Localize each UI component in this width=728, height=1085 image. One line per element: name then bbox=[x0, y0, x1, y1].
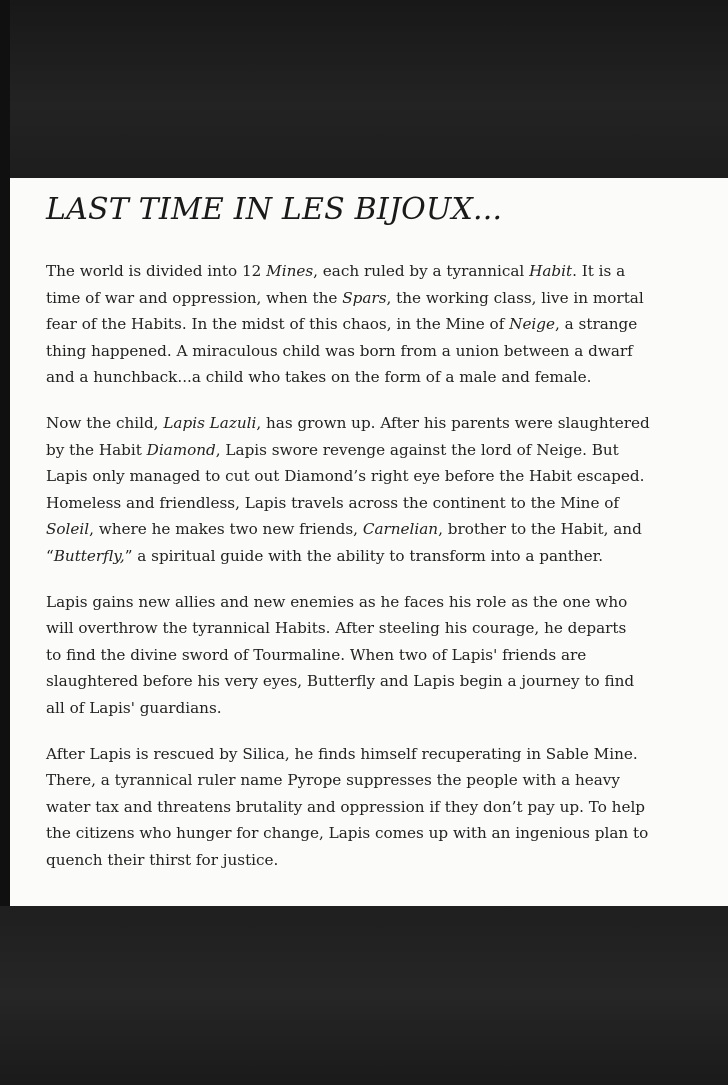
text-line bbox=[46, 741, 714, 768]
text-run: The world is divided into 12 bbox=[46, 262, 267, 280]
italic-term: Habit bbox=[529, 262, 573, 280]
text-line bbox=[46, 410, 714, 437]
paragraph-1 bbox=[46, 258, 714, 391]
text-line bbox=[46, 516, 714, 543]
text-line bbox=[46, 668, 714, 695]
text-run: “ bbox=[46, 546, 54, 565]
text-run: will overthrow the tyrannical Habits. After steeling his courage, he departs bbox=[46, 619, 627, 638]
italic-term: Soleil bbox=[46, 520, 90, 539]
summary-body bbox=[46, 258, 714, 873]
text-run: all of Lapis' guardians. bbox=[46, 698, 222, 717]
text-run: ” a spiritual guide with the ability to transform into a panther. bbox=[124, 546, 604, 565]
text-run: , where he makes two new friends, bbox=[89, 520, 363, 539]
text-run: After Lapis is rescued by Silica, he finds himself recuperating in Sable Mine. bbox=[46, 744, 638, 763]
paragraph-3 bbox=[46, 589, 714, 722]
bottom-dark-border bbox=[0, 906, 728, 1085]
text-line bbox=[46, 847, 714, 874]
text-run: , a strange bbox=[555, 315, 638, 334]
italic-term: Carnelian bbox=[362, 520, 439, 539]
text-line bbox=[46, 311, 714, 338]
text-run: and a hunchback...a child who takes on the form of a male and female. bbox=[46, 368, 592, 387]
summary-panel bbox=[10, 178, 728, 906]
text-run: water tax and threatens brutality and oppression if they don’t pay up. To help bbox=[46, 797, 646, 816]
text-run: There, a tyrannical ruler name Pyrope suppresses the people with a heavy bbox=[46, 771, 620, 790]
italic-term: Butterfly, bbox=[53, 546, 125, 565]
text-line bbox=[46, 642, 714, 669]
text-line bbox=[46, 285, 714, 312]
text-run: time of war and oppression, when the bbox=[46, 288, 343, 307]
italic-term: Lapis Lazuli bbox=[163, 413, 257, 432]
page-title: LAST TIME IN LES BIJOUX... bbox=[46, 192, 503, 227]
top-dark-border bbox=[0, 0, 728, 178]
text-run: slaughtered before his very eyes, Butterfly and Lapis begin a journey to find bbox=[46, 672, 635, 691]
italic-term: Mines bbox=[266, 262, 314, 280]
text-run: Lapis only managed to cut out Diamond’s right eye before the Habit escaped. bbox=[46, 467, 645, 486]
paragraph-2 bbox=[46, 410, 714, 570]
text-run: Homeless and friendless, Lapis travels across the continent to the Mine of bbox=[46, 493, 620, 512]
text-run: . It is a bbox=[572, 262, 626, 280]
text-line bbox=[46, 820, 714, 847]
text-run: Lapis gains new allies and new enemies as he faces his role as the one who bbox=[46, 592, 628, 611]
text-run: Now the child, bbox=[46, 413, 164, 432]
text-line bbox=[46, 615, 714, 642]
italic-term: Spars bbox=[342, 288, 387, 307]
italic-term: Neige bbox=[509, 315, 556, 334]
text-line bbox=[46, 490, 714, 517]
text-line bbox=[46, 338, 714, 365]
paragraph-4 bbox=[46, 741, 714, 874]
text-run: to find the divine sword of Tourmaline. When two of Lapis' friends are bbox=[46, 645, 587, 664]
text-run: , each ruled by a tyrannical bbox=[313, 262, 530, 280]
italic-term: Diamond bbox=[146, 440, 216, 459]
text-run: the citizens who hunger for change, Lapis comes up with an ingenious plan to bbox=[46, 824, 649, 843]
text-run: by the Habit bbox=[46, 440, 147, 459]
text-run: quench their thirst for justice. bbox=[46, 850, 279, 869]
text-run: , brother to the Habit, and bbox=[438, 520, 642, 539]
text-line bbox=[46, 767, 714, 794]
text-run: fear of the Habits. In the midst of this chaos, in the Mine of bbox=[46, 315, 510, 334]
text-line bbox=[46, 543, 714, 570]
text-line bbox=[46, 794, 714, 821]
text-line bbox=[46, 463, 714, 490]
text-run: , Lapis swore revenge against the lord of Neige. But bbox=[215, 440, 619, 459]
text-line bbox=[46, 589, 714, 616]
text-run: , has grown up. After his parents were slaughtered bbox=[256, 413, 650, 432]
text-run: thing happened. A miraculous child was born from a union between a dwarf bbox=[46, 341, 633, 360]
text-line bbox=[46, 364, 714, 391]
text-line bbox=[46, 437, 714, 464]
text-line bbox=[46, 695, 714, 722]
text-line bbox=[46, 258, 714, 285]
text-run: , the working class, live in mortal bbox=[386, 288, 644, 307]
